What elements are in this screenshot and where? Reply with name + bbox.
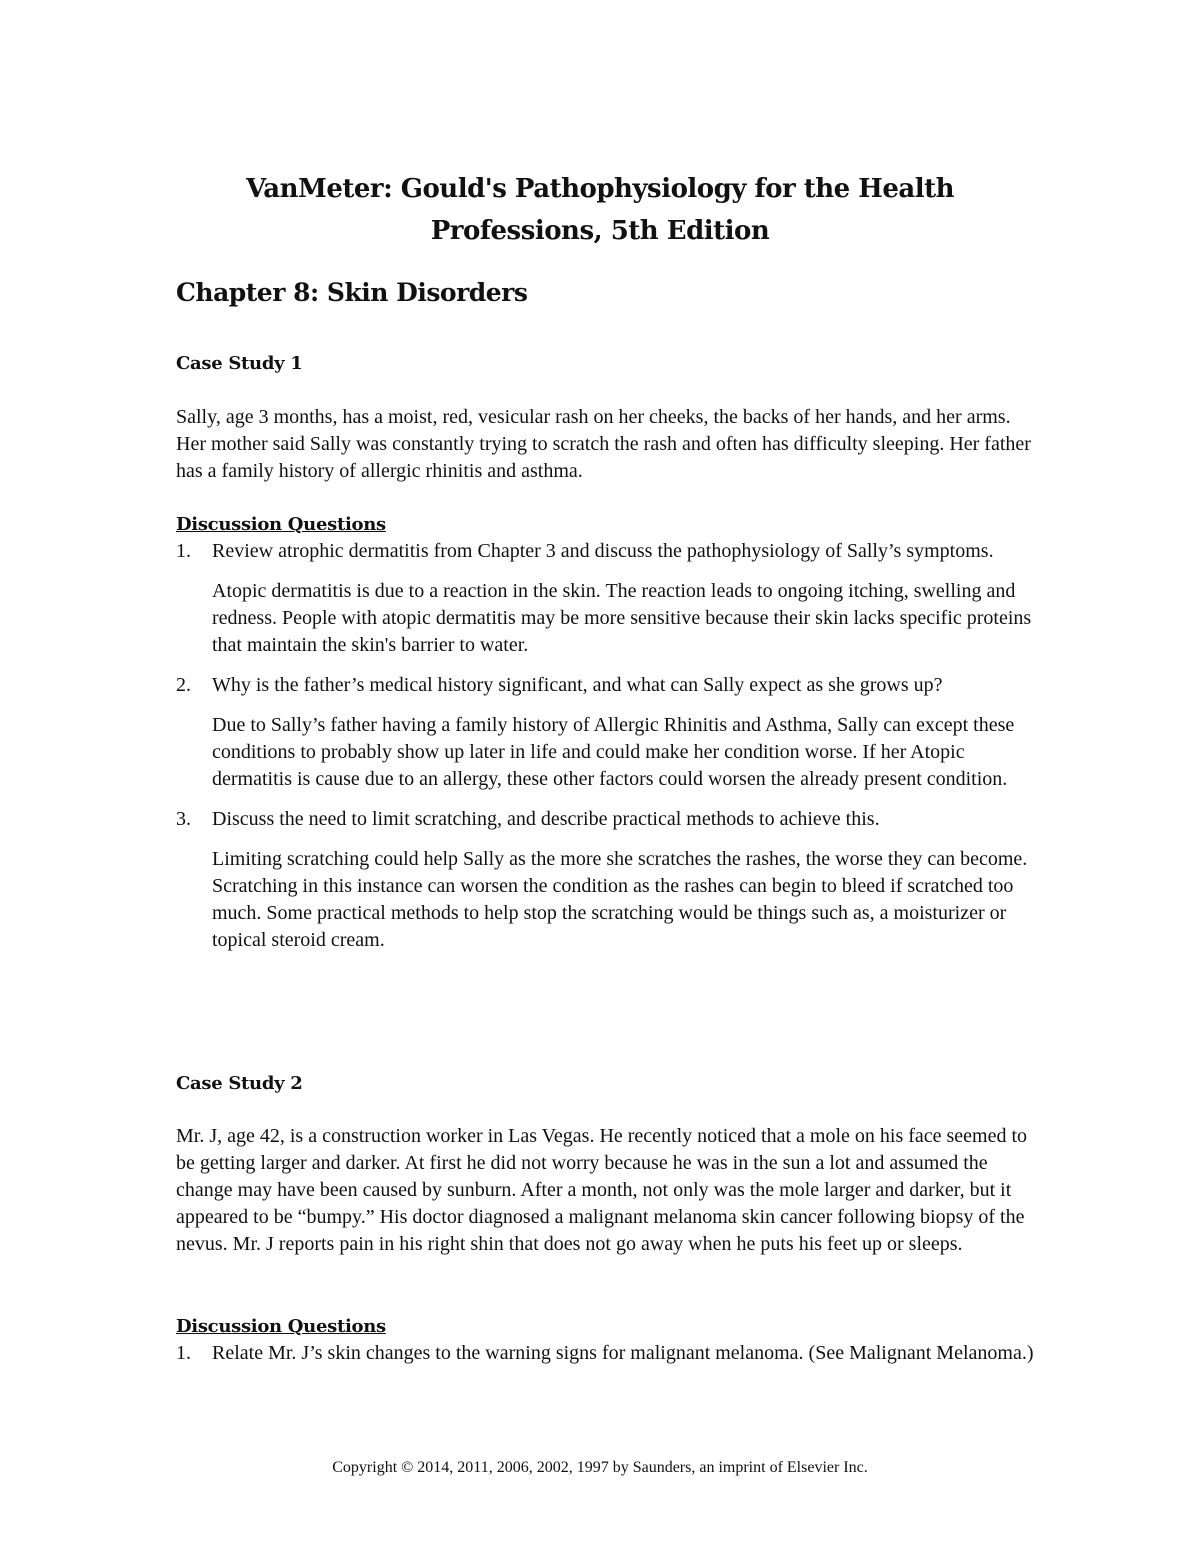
question-item: [176, 1340, 1038, 1367]
question-item: [176, 672, 1038, 793]
question-text: Relate Mr. J’s skin changes to the warning signs for malignant melanoma. (See Malignant Melanoma.): [212, 1342, 1034, 1364]
question-item: [176, 538, 1038, 659]
document-title: VanMeter: Gould's Pathophysiology for the Health Professions, 5th Edition: [246, 174, 954, 246]
answer-text: Due to Sally’s father having a family history of Allergic Rhinitis and Asthma, Sally can except these conditions to probably show up later in life and could make her condition worse. If her Atopic dermatitis is cause due to an allergy, these other factors could worsen the already present condition.: [212, 714, 1015, 790]
case-study-2-body: Mr. J, age 42, is a construction worker in Las Vegas. He recently noticed that a mole on his face seemed to be getting larger and darker. At first he did not worry because he was in the sun a lot and assumed the change may have been caused by sunburn. After a month, not only was the mole larger and darker, but it appeared to be “bumpy.” His doctor diagnosed a malignant melanoma skin cancer following biopsy of the nevus. Mr. J reports pain in his right shin that does not go away when he puts his feet up or sleeps.: [176, 1125, 1028, 1255]
chapter-heading: Chapter 8: Skin Disorders: [176, 278, 528, 307]
question-text: Review atrophic dermatitis from Chapter 3 and discuss the pathophysiology of Sally’s symptoms.: [212, 540, 994, 562]
question-number: 3.: [176, 808, 191, 830]
case-study-2-heading: Case Study 2: [176, 1073, 303, 1094]
case-1-questions: [176, 538, 1038, 967]
case-study-1-heading: Case Study 1: [176, 353, 303, 374]
question-number: 2.: [176, 674, 191, 696]
discussion-questions-heading-2: Discussion Questions: [176, 1316, 386, 1337]
question-item: [176, 806, 1038, 954]
case-study-1-body: Sally, age 3 months, has a moist, red, vesicular rash on her cheeks, the backs of her hands, and her arms. Her mother said Sally was constantly trying to scratch the rash and often has difficulty sleeping. Her father has a family history of allergic rhinitis and asthma.: [176, 406, 1031, 482]
case-2-questions: [176, 1340, 1038, 1380]
discussion-questions-heading-1: Discussion Questions: [176, 514, 386, 535]
question-number: 1.: [176, 1342, 191, 1364]
copyright-footer: Copyright © 2014, 2011, 2006, 2002, 1997 by Saunders, an imprint of Elsevier Inc.: [332, 1459, 868, 1476]
question-number: 1.: [176, 540, 191, 562]
question-text: Discuss the need to limit scratching, and describe practical methods to achieve this.: [212, 808, 880, 830]
answer-text: Atopic dermatitis is due to a reaction in the skin. The reaction leads to ongoing itching, swelling and redness. People with atopic dermatitis may be more sensitive because their skin lacks specific proteins that maintain the skin's barrier to water.: [212, 580, 1032, 656]
question-text: Why is the father’s medical history significant, and what can Sally expect as she grows up?: [212, 674, 943, 696]
answer-text: Limiting scratching could help Sally as the more she scratches the rashes, the worse they can become. Scratching in this instance can worsen the condition as the rashes can begin to bleed if scratched too much. Some practical methods to help stop the scratching would be things such as, a moisturizer or topical steroid cream.: [212, 848, 1028, 951]
